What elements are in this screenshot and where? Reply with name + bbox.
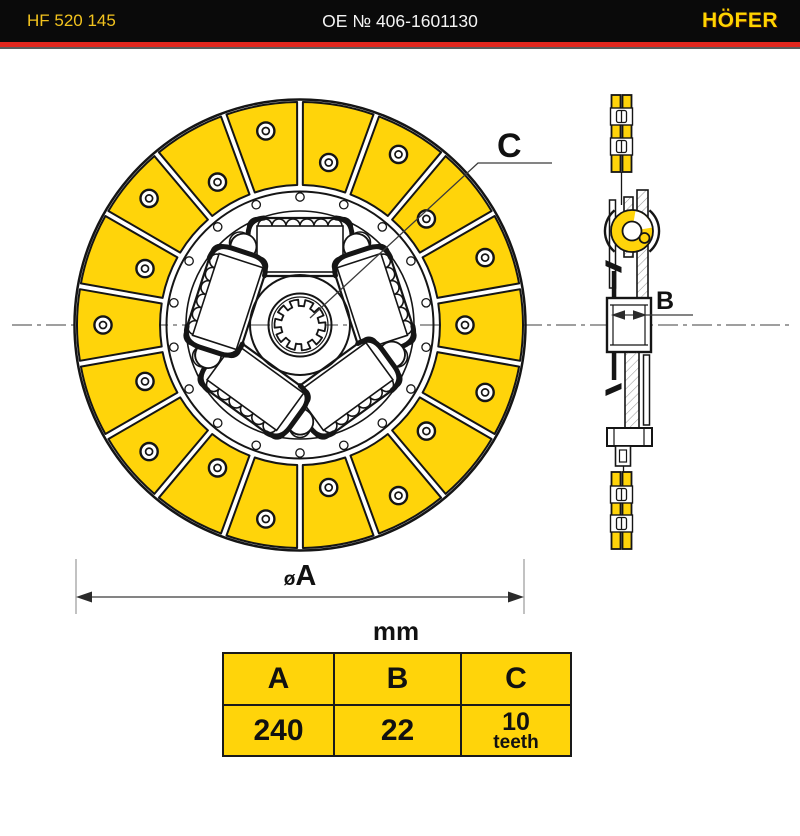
rivet-center: [214, 464, 221, 471]
plate-dot: [378, 419, 386, 427]
rivet-center: [423, 215, 430, 222]
oe-number: OE № 406-1601130: [322, 11, 478, 31]
spring-body-fill: [257, 226, 343, 272]
plate-dot: [170, 299, 178, 307]
dim-c-label: C: [497, 127, 522, 165]
rivet-center: [395, 151, 402, 158]
plate-dot: [340, 441, 348, 449]
plate-dot: [407, 257, 415, 265]
rivet-center: [146, 195, 153, 202]
dimension-a: [76, 559, 524, 614]
technical-drawing-svg: [0, 47, 800, 622]
dim-b-label: B: [656, 287, 675, 315]
side-bracket-inner: [620, 450, 627, 462]
plate-dot: [296, 449, 304, 457]
value-a: 240: [223, 705, 334, 756]
value-b: 22: [334, 705, 461, 756]
side-plate-right-lower: [644, 355, 650, 425]
spec-table: [222, 652, 572, 757]
side-friction-pads-bottom: [611, 472, 633, 549]
rivet-center: [142, 265, 149, 272]
part-number: HF 520 145: [27, 11, 116, 30]
retainer-bar-upper: [612, 271, 617, 298]
retainer-tab-lower: [606, 383, 622, 396]
pad-strip: [623, 472, 632, 549]
header-bar: [0, 0, 800, 42]
plate-dot: [296, 193, 304, 201]
side-friction-pads-top: [611, 95, 633, 172]
plate-dot: [214, 223, 222, 231]
rivet-center: [395, 492, 402, 499]
plate-dot: [422, 299, 430, 307]
plate-dot: [378, 223, 386, 231]
spring-coil-tip: [640, 233, 650, 243]
rivet-section: [617, 518, 627, 530]
retainer-bar-lower: [612, 352, 617, 380]
rivet-section: [617, 141, 627, 153]
col-header-c: C: [461, 653, 571, 705]
plate-dot: [252, 201, 260, 209]
plate-dot: [170, 343, 178, 351]
rivet-center: [423, 428, 430, 435]
value-c-number: 10: [502, 708, 530, 736]
clutch-disc-front-view: [75, 100, 526, 551]
rivet-center: [262, 516, 269, 523]
unit-label: mm: [372, 616, 420, 646]
dim-a-label: øA: [283, 560, 317, 592]
technical-drawing: [0, 47, 800, 622]
rivet-center: [214, 179, 221, 186]
plate-dot: [252, 441, 260, 449]
side-plate-center-lower: [625, 352, 639, 428]
value-c-unit: teeth: [493, 732, 539, 753]
plate-dot: [214, 419, 222, 427]
spec-table-section: [222, 616, 570, 757]
col-header-a: A: [223, 653, 334, 705]
rivet-section: [617, 489, 627, 501]
plate-dot: [185, 385, 193, 393]
value-c: [461, 705, 571, 756]
brand-logo: HÖFER: [702, 9, 778, 32]
rivet-center: [142, 378, 149, 385]
spec-header-row: [223, 653, 571, 705]
pad-strip: [612, 472, 621, 549]
rivet-center: [482, 254, 489, 261]
spec-value-row: [223, 705, 571, 756]
rivet-center: [100, 322, 107, 329]
rivet-section: [617, 111, 627, 123]
clutch-disc-side-view: [605, 95, 659, 549]
pad-segment: [77, 289, 162, 361]
rivet-center: [325, 159, 332, 166]
pad-strip: [612, 95, 621, 172]
plate-dot: [340, 201, 348, 209]
spline-bore: [274, 300, 325, 351]
rivet-center: [262, 128, 269, 135]
rivet-center: [146, 448, 153, 455]
col-header-b: B: [334, 653, 461, 705]
pad-strip: [623, 95, 632, 172]
plate-dot: [407, 385, 415, 393]
rivet-center: [462, 322, 469, 329]
pad-segment: [438, 289, 523, 361]
rivet-center: [482, 389, 489, 396]
plate-dot: [185, 257, 193, 265]
plate-dot: [422, 343, 430, 351]
rivet-center: [325, 484, 332, 491]
